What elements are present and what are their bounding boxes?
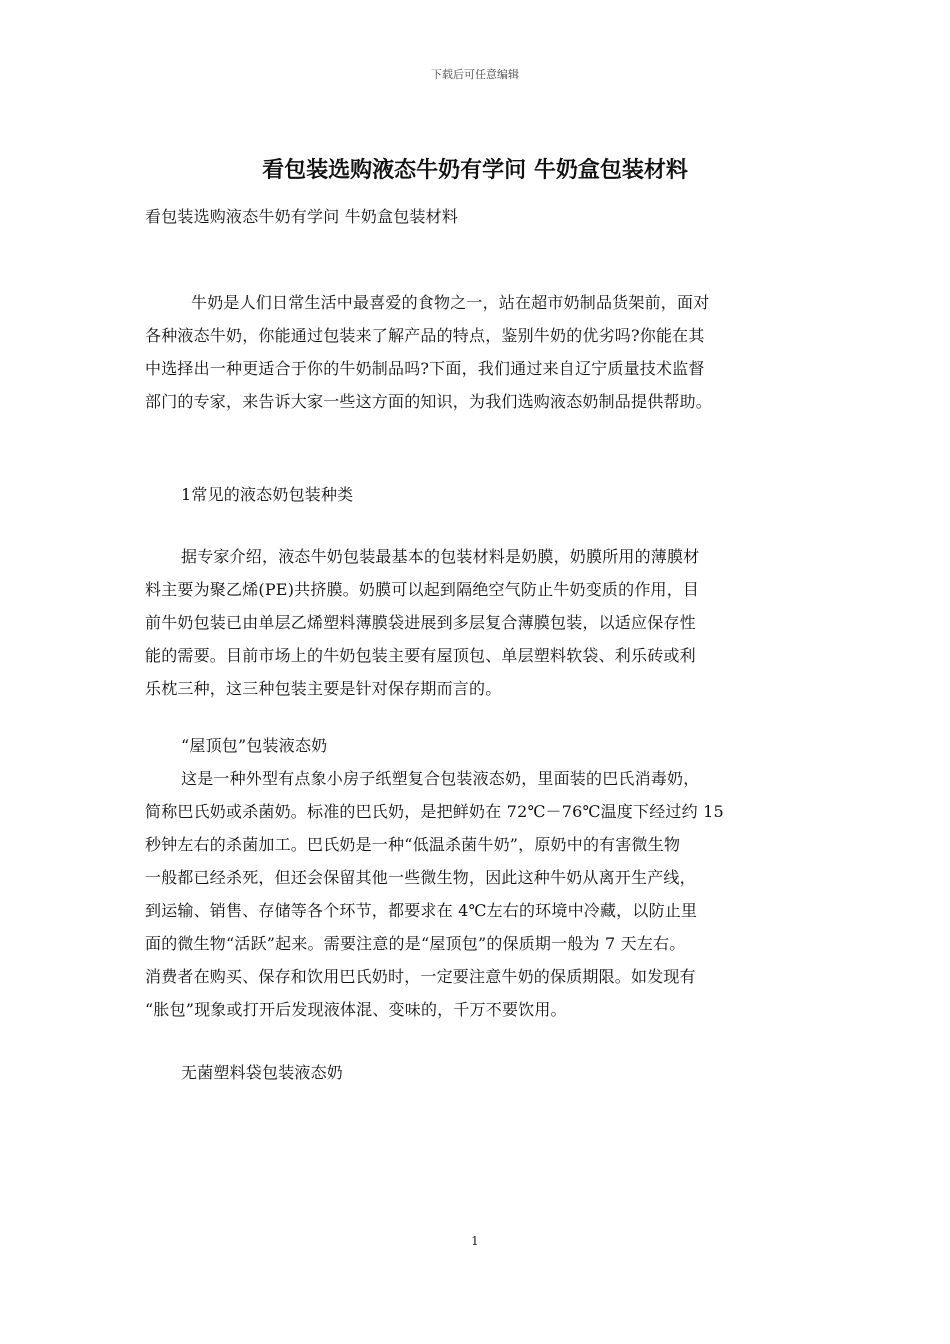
paragraph-line: 简称巴氏奶或杀菌奶。标准的巴氏奶，是把鲜奶在 72℃－76℃温度下经过约 15: [145, 802, 724, 821]
header-note: 下载后可任意编辑: [431, 68, 519, 81]
paragraph-line: 各种液态牛奶，你能通过包装来了解产品的特点，鉴别牛奶的优劣吗?你能在其: [145, 326, 705, 345]
paragraph-line: 部门的专家，来告诉大家一些这方面的知识，为我们选购液态奶制品提供帮助。: [145, 392, 713, 411]
paragraph-line: 这是一种外型有点象小房子纸塑复合包装液态奶，里面装的巴氏消毒奶，: [181, 769, 700, 788]
paragraph-line: “胀包”现象或打开后发现液体混、变味的，千万不要饮用。: [145, 1000, 567, 1019]
paragraph-line: 秒钟左右的杀菌加工。巴氏奶是一种“低温杀菌牛奶”，原奶中的有害微生物: [145, 835, 681, 854]
paragraph-line: 料主要为聚乙烯(PE)共挤膜。奶膜可以起到隔绝空气防止牛奶变质的作用，目: [145, 580, 700, 599]
document-body: [145, 200, 815, 1089]
paragraph-line: 乐枕三种，这三种包装主要是针对保存期而言的。: [145, 679, 502, 698]
subtitle: 看包装选购液态牛奶有学问 牛奶盒包装材料: [145, 207, 459, 226]
intro-paragraph: [145, 286, 815, 418]
paragraph-line: 面的微生物“活跃”起来。需要注意的是“屋顶包”的保质期一般为 7 天左右。: [145, 934, 686, 953]
section-heading-roof-pack: “屋顶包”包装液态奶: [181, 736, 328, 755]
paragraph-line: 到运输、销售、存储等各个环节，都要求在 4℃左右的环境中冷藏，以防止里: [145, 901, 698, 920]
paragraph-line: 据专家介绍，液态牛奶包装最基本的包装材料是奶膜，奶膜所用的薄膜材: [181, 547, 700, 566]
paragraph-line: 牛奶是人们日常生活中最喜爱的食物之一，站在超市奶制品货架前，面对: [191, 293, 710, 312]
document-title: 看包装选购液态牛奶有学问 牛奶盒包装材料: [262, 157, 688, 183]
paragraph-line: 前牛奶包装已由单层乙烯塑料薄膜袋进展到多层复合薄膜包装，以适应保存性: [145, 613, 696, 632]
section-heading-aseptic-bag: 无菌塑料袋包装液态奶: [181, 1063, 344, 1082]
section1-paragraph: [145, 540, 815, 705]
section2-paragraph: [145, 762, 815, 1026]
paragraph-line: 能的需要。目前市场上的牛奶包装主要有屋顶包、单层塑料软袋、利乐砖或利: [145, 646, 696, 665]
paragraph-line: 消费者在购买、保存和饮用巴氏奶时，一定要注意牛奶的保质期限。如发现有: [145, 967, 696, 986]
page-number: 1: [471, 1234, 479, 1248]
section-heading-packaging-types: 1常见的液态奶包装种类: [181, 485, 354, 504]
paragraph-line: 一般都已经杀死，但还会保留其他一些微生物，因此这种牛奶从离开生产线，: [145, 868, 696, 887]
paragraph-line: 中选择出一种更适合于你的牛奶制品吗?下面，我们通过来自辽宁质量技术监督: [145, 359, 705, 378]
